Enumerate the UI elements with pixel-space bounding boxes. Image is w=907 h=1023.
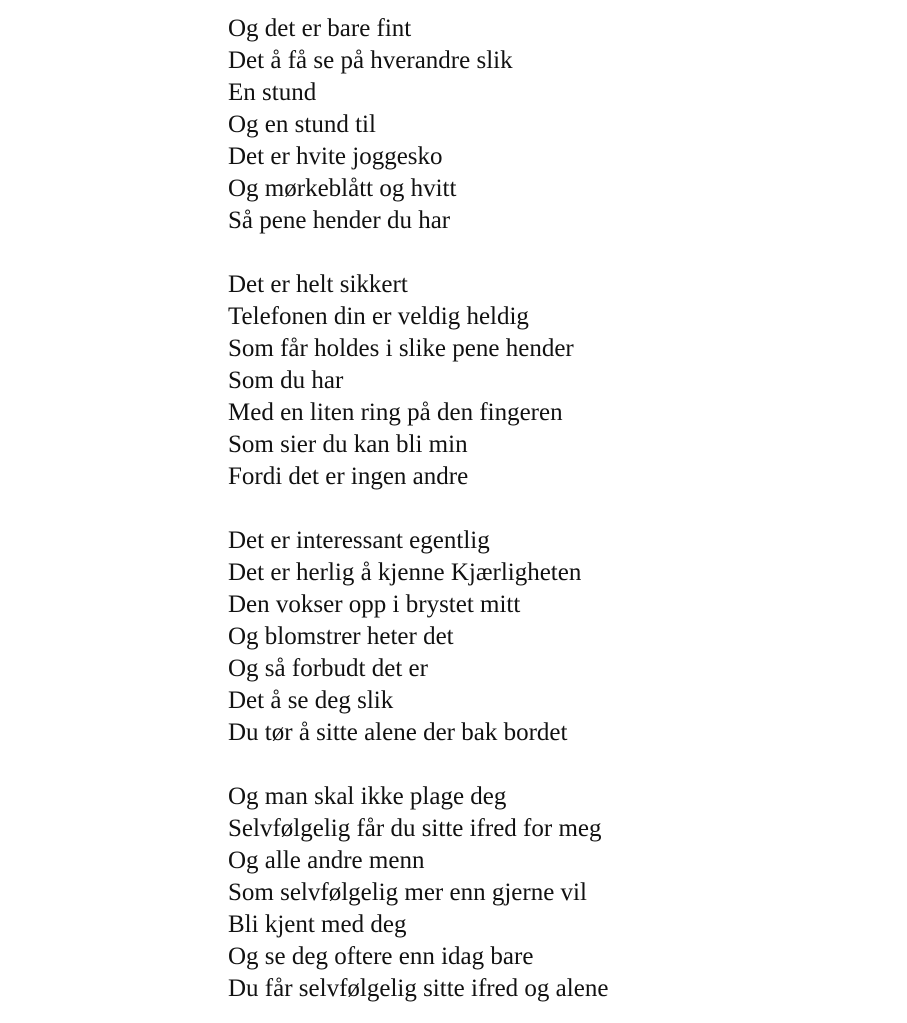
poem-line: Telefonen din er veldig heldig [228, 303, 529, 330]
poem-line: Som selvfølgelig mer enn gjerne vil [228, 879, 587, 906]
poem-line: Og man skal ikke plage deg [228, 783, 507, 810]
poem-line: Det er hvite joggesko [228, 143, 443, 170]
stanza-4 [228, 781, 868, 1005]
poem-line: Som får holdes i slike pene hender [228, 335, 574, 362]
poem-line: En stund [228, 79, 317, 106]
poem-line: Det er helt sikkert [228, 271, 408, 298]
poem [228, 13, 868, 1005]
poem-line: Og mørkeblått og hvitt [228, 175, 457, 202]
poem-line: Du får selvfølgelig sitte ifred og alene [228, 975, 609, 1002]
poem-line: Fordi det er ingen andre [228, 463, 469, 490]
stanza-3 [228, 525, 868, 749]
poem-line: Og alle andre menn [228, 847, 425, 874]
poem-line: Som sier du kan bli min [228, 431, 468, 458]
poem-line: Selvfølgelig får du sitte ifred for meg [228, 815, 602, 842]
poem-line: Og blomstrer heter det [228, 623, 454, 650]
poem-line: Og det er bare fint [228, 15, 412, 42]
stanza-2 [228, 269, 868, 493]
poem-line: Det er interessant egentlig [228, 527, 490, 554]
poem-line: Og så forbudt det er [228, 655, 428, 682]
poem-line: Bli kjent med deg [228, 911, 407, 938]
poem-line: Det å se deg slik [228, 687, 394, 714]
poem-line: Det er herlig å kjenne Kjærligheten [228, 559, 582, 586]
poem-line: Og en stund til [228, 111, 376, 138]
poem-line: Det å få se på hverandre slik [228, 47, 513, 74]
poem-line: Som du har [228, 367, 344, 394]
poem-line: Den vokser opp i brystet mitt [228, 591, 521, 618]
poem-line: Og se deg oftere enn idag bare [228, 943, 534, 970]
poem-line: Du tør å sitte alene der bak bordet [228, 719, 568, 746]
poem-line: Så pene hender du har [228, 207, 451, 234]
poem-line: Med en liten ring på den fingeren [228, 399, 563, 426]
stanza-1 [228, 13, 868, 237]
